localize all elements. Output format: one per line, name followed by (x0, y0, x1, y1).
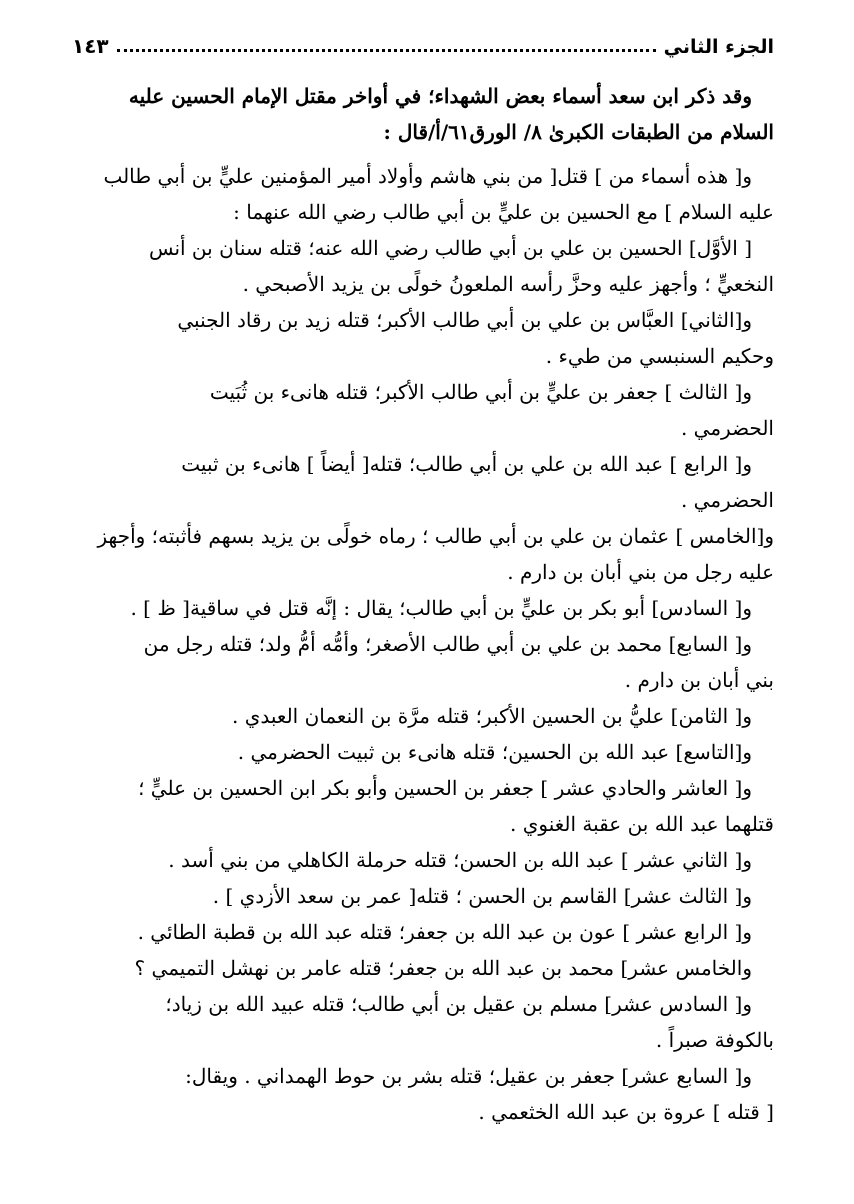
text-line: عليه رجل من بني أبان بن دارم . (507, 560, 774, 584)
text-line: السلام من الطبقات الكبرىٰ ٨/ الورق٦١/أ/قال : (383, 120, 774, 144)
document-body (76, 78, 774, 1130)
text-line: و[ السابع] محمد بن علي بن أبي طالب الأصغر؛ وأمُّه أمُّ ولد؛ قتله رجل من (143, 632, 752, 656)
text-line: قتلهما عبد الله بن عقبة الغنوي . (510, 812, 774, 836)
text-line: و[ الثالث عشر] القاسم بن الحسن ؛ قتله[ عمر بن سعد الأزدي ] . (212, 884, 752, 908)
paragraph-list (76, 158, 774, 1130)
text-line: و[ الرابع ] عبد الله بن علي بن أبي طالب؛ قتله[ أيضاً ] هانىء بن ثبيت (181, 452, 752, 476)
text-line: و[الخامس ] عثمان بن علي بن أبي طالب ؛ رماه خولًى بن يزيد بسهم فأثبته؛ وأجهز (97, 524, 774, 548)
part-title: الجزء الثاني (663, 36, 774, 58)
text-line: بالكوفة صبراً . (655, 1028, 774, 1052)
text-line: عليه السلام ] مع الحسين بن عليٍّ بن أبي طالب رضي الله عنهما : (233, 200, 774, 224)
header-dot-leader (117, 49, 656, 52)
text-line: و[ الرابع عشر ] عون بن عبد الله بن جعفر؛ قتله عبد الله بن قطبة الطائي . (137, 920, 752, 944)
page-header (72, 22, 774, 58)
text-line: و[ السادس] أبو بكر بن عليٍّ بن أبي طالب؛ يقال : إنَّه قتل في ساقية[ ظ ] . (130, 596, 752, 620)
text-line: الحضرمي . (680, 416, 774, 440)
text-line: و[ الثامن] عليُّ بن الحسين الأكبر؛ قتله مرَّة بن النعمان العبدي . (232, 704, 752, 728)
text-line: و[ هذه أسماء من ] قتل[ من بني هاشم وأولاد أمير المؤمنين عليٍّ بن أبي طالب (103, 164, 752, 188)
text-line: و[ السادس عشر] مسلم بن عقيل بن أبي طالب؛ قتله عبيد الله بن زياد؛ (165, 992, 752, 1016)
text-line: بني أبان بن دارم . (624, 668, 774, 692)
text-line: و[ العاشر والحادي عشر ] جعفر بن الحسين وأبو بكر ابن الحسين بن عليٍّ ؛ (138, 776, 752, 800)
text-line: والخامس عشر] محمد بن عبد الله بن جعفر؛ قتله عامر بن نهشل التميمي ؟ (134, 956, 752, 980)
text-line: النخعيٍّ ؛ وأجهز عليه وحزَّ رأسه الملعونُ خولًى بن يزيد الأصبحي . (242, 272, 774, 296)
text-line: [ الأوَّل] الحسين بن علي بن أبي طالب رضي الله عنه؛ قتله سنان بن أنس (148, 236, 752, 260)
text-line: وقد ذكر ابن سعد أسماء بعض الشهداء؛ في أواخر مقتل الإمام الحسين عليه (128, 84, 752, 108)
paragraph-intro (76, 78, 774, 150)
text-line: [ قتله ] عروة بن عبد الله الخثعمي . (478, 1100, 774, 1124)
page-number: ١٤٣ (72, 34, 109, 58)
text-line: وحكيم السنبسي من طيء . (545, 344, 774, 368)
text-line: و[ السابع عشر] جعفر بن عقيل؛ قتله بشر بن حوط الهمداني . ويقال: (185, 1064, 752, 1088)
text-line: و[الثاني] العبَّاس بن علي بن أبي طالب الأكبر؛ قتله زيد بن رقاد الجنبي (177, 308, 752, 332)
text-line: و[التاسع] عبد الله بن الحسين؛ قتله هانىء بن ثبيت الحضرمي . (237, 740, 752, 764)
text-line: الحضرمي . (680, 488, 774, 512)
text-line: و[ الثاني عشر ] عبد الله بن الحسن؛ قتله حرملة الكاهلي من بني أسد . (168, 848, 752, 872)
text-line: و[ الثالث ] جعفر بن عليٍّ بن أبي طالب الأكبر؛ قتله هانىء بن ثُبَيت (209, 380, 752, 404)
spacer (76, 150, 774, 158)
